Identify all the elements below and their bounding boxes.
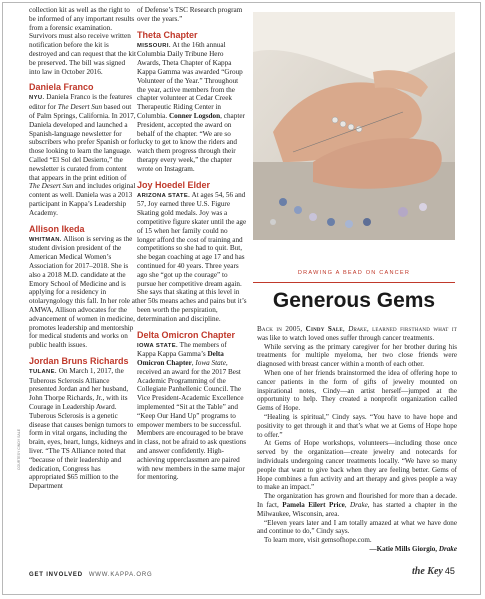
article-kicker: DRAWING A BEAD ON CANCER <box>297 270 411 276</box>
entry-delta-omicron-chapter: IOWA STATE. The members of Kappa Kappa Gamma’s Delta Omicron Chapter, Iowa State, received an award for the 2017 Best Academic Programming of the Collegiate Panhellenic Council. The Vice President-Academic Excellence implemented “Sit at the Table” and “Keep Our Hand Up” programs to empower members to be successful. Members are encouraged to be brave in class, not be afraid to ask questions and answer confidently. High-achieving upperclassmen are paired with new members in the same major for mentoring. <box>137 340 246 482</box>
school-label: IOWA STATE. <box>137 342 179 349</box>
heading-allison-ikeda: Allison Ikeda <box>29 223 85 234</box>
article-paragraph: To learn more, visit gemsofhope.com. <box>264 536 372 545</box>
school-label: MISSOURI. <box>137 42 171 49</box>
article-paragraph: When one of her friends brainstormed the idea of offering hope to cancer patients in the form of gifts of jewelry mounted on inspirational notes, Cindy—an artist herself—jumped at the opportunity to help. They created a nonprofit organization called Gems of Hope. <box>257 368 457 413</box>
article-title: Generous Gems <box>272 289 436 312</box>
entry-daniela-franco: NYU. Daniela Franco is the features editor for The Desert Sun based out of Palm Springs, California. In 2017, Daniela developed and launched a Spanish-language newsletter for subscribers who prefer Spanish or for those looking to learn the language. Called “El Sol del Desierto,” the newsletter is curated from content that appears in the print edition of The Desert Sun and includes original content as well. Daniela was a 2013 participant in Kappa’s Leadership Academy. <box>29 93 137 217</box>
article-paragraph: While serving as the primary caregiver for her brother during his treatments for multiple myeloma, her two close friends were diagnosed with breast cancer within a month of each other. <box>257 342 457 369</box>
article-paragraph: “Eleven years later and I am totally amazed at what we have done and continue to do,” Cindy says. <box>257 518 457 536</box>
lead-paragraph: Back in 2005, Cindy Sale, Drake, learned firsthand what it was like to watch loved ones suffer through cancer treatments. <box>257 325 457 342</box>
page-number-block <box>412 566 455 577</box>
page-footer <box>29 572 152 578</box>
continued-paragraph: collection kit as well as the right to be informed of any important results from a forensic examination. Survivors must also receive written notification before the kit is destroyed and can request that the kit be preserved. The bill was signed into law in October 2016. <box>29 6 136 76</box>
column-middle <box>137 6 247 482</box>
article-paragraph: “Healing is spiritual,” Cindy says. “You have to have hope and positivity to get through it and that’s what we at Gems of Hope hope to offer.” <box>257 412 457 439</box>
article-paragraph: At Gems of Hope workshops, volunteers—including those once served by the organization—create jewelry and notecards for individuals undergoing cancer treatments locally. “We have so many people that want to give back when they are feeling better. Gems of Hope combines a fun activity and art therapy and gives people a way to make an impact.” <box>257 439 457 492</box>
article-paragraph: The organization has grown and flourished for more than a decade. In fact, Pamela Eilert Price, Drake, has started a chapter in the Milwaukee, Wisconsin, area. <box>257 492 458 518</box>
heading-theta-chapter: Theta Chapter <box>137 29 198 40</box>
heading-delta-omicron-chapter: Delta Omicron Chapter <box>137 329 236 340</box>
heading-daniela-franco: Daniela Franco <box>29 82 94 93</box>
column-left <box>29 6 137 491</box>
article-body <box>257 325 457 554</box>
entry-allison-ikeda: WHITMAN. Allison is serving as the student division president of the American Medical Women’s Association for 2017–2018. She is also a 2018 M.D. candidate at the Emory School of Medicine and is applying for a residency in otolaryngology this fall. In her role at AMWA, Allison advocates for the advancement of women in medicine, promotes leadership and mentorship for medical students and works on public health issues. <box>29 234 137 350</box>
footer-section-label: GET INVOLVED <box>29 572 83 578</box>
magazine-logo: the Key <box>412 566 443 577</box>
beading-photo <box>253 12 455 240</box>
school-label: TULANE. <box>29 368 57 375</box>
entry-jordan-bruns-richards: TULANE. On March 1, 2017, the Tuberous Sclerosis Alliance presented Jordan and her husband, John Thorpe Richards, Jr., with its Courage in Leadership Award. Tuberous Sclerosis is a genetic disease that causes benign tumors to form in vital organs, including the brain, eyes, heart, lungs, kidneys and liver. “The TS Alliance noted that “because of their leadership and dedication, Congress has appropriated $65 million to the Department <box>29 366 136 491</box>
continued-paragraph: of Defense’s TSC Research program over the years.” <box>137 6 243 23</box>
school-label: ARIZONA STATE. <box>137 192 191 199</box>
entry-theta-chapter: MISSOURI. At the 16th annual Columbia Daily Tribune Hero Awards, Theta Chapter of Kappa Kappa Gamma was awarded “Group Volunteer of the Year.” Throughout the year, active members from the chapter volunteer at Cedar Creek Therapeutic Riding Center in Columbia. Conner Logsdon, chapter President, accepted the award on behalf of the chapter. “We are so lucky to get to know the riders and watch them progress through their therapy every week,” the chapter wrote on Instagram. <box>137 40 245 173</box>
photo-credit: COURTESY CINDY SALE <box>17 428 21 470</box>
article-byline: —Katie Mills Giorgio, Drake <box>369 544 457 553</box>
footer-url: WWW.KAPPA.ORG <box>88 572 153 578</box>
hands-beading-illustration <box>253 12 455 240</box>
page-number: 45 <box>444 566 455 576</box>
heading-joy-hoedel-elder: Joy Hoedel Elder <box>137 179 211 190</box>
school-label: WHITMAN. <box>29 236 62 243</box>
entry-joy-hoedel-elder: ARIZONA STATE. At ages 54, 56 and 57, Joy earned three U.S. Figure Skating gold medals. Joy was a competitive figure skater until the age of 15 when her family could no longer afford the cost of training and competitions so she had to quit. But, she began coaching at age 17 and has continued for 40 years. Three years ago she “got up the courage” to pursue her competitive dream again. She says that skating at this level in her 50s means aches and pains but it’s been worth the perspiration, determination and discipline. <box>137 190 247 323</box>
school-label: NYU. <box>29 95 45 102</box>
heading-jordan-bruns-richards: Jordan Bruns Richards <box>29 355 129 366</box>
kicker-rule <box>253 282 455 283</box>
